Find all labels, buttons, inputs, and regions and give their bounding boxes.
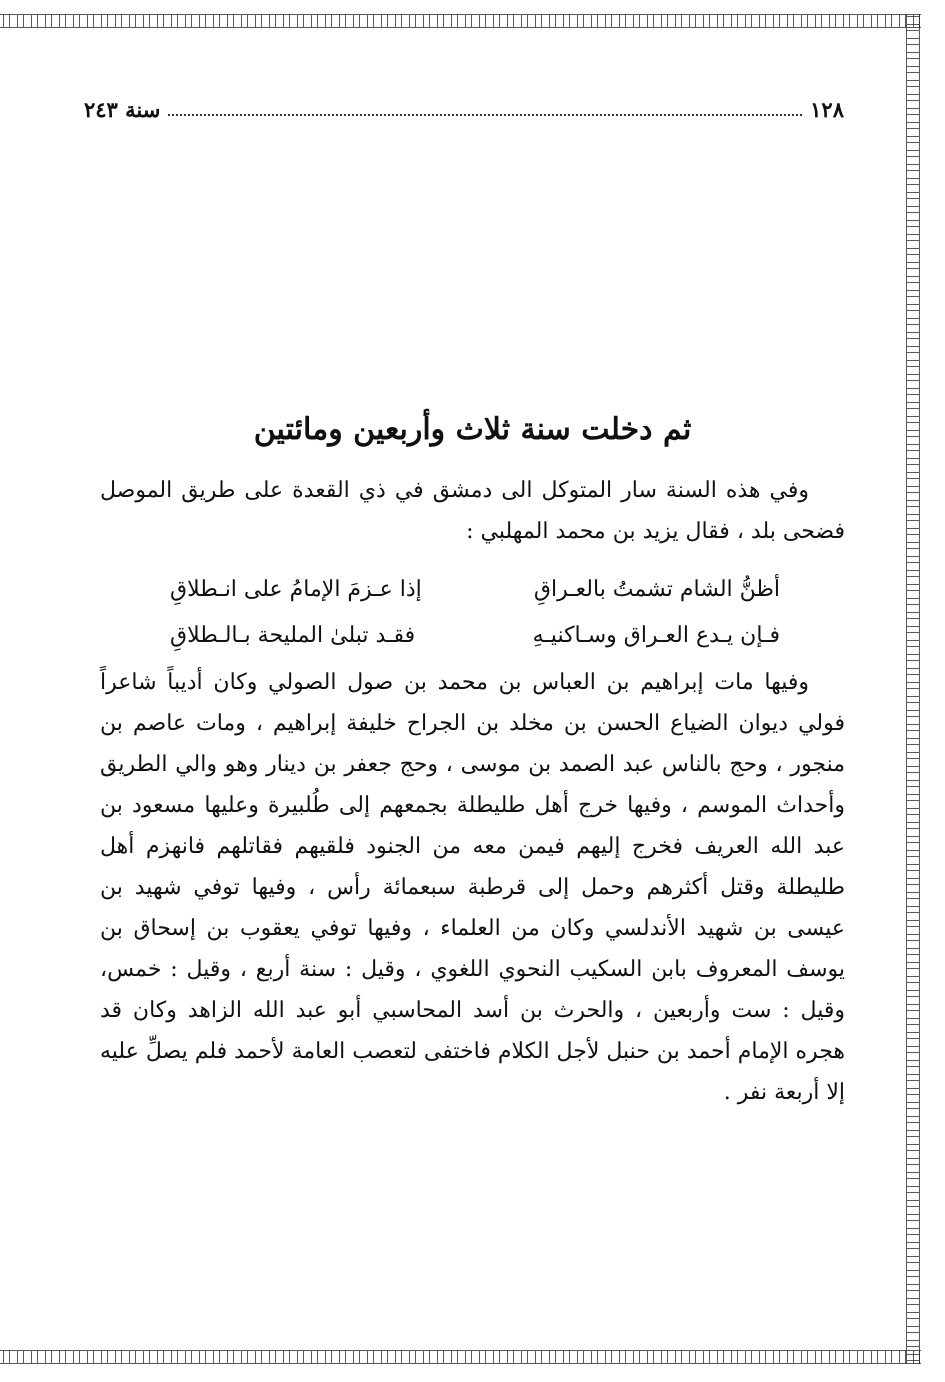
page-border-right (906, 14, 920, 1364)
verse-line (170, 566, 780, 612)
verse-second-hemistich: فقـد تبلىٰ المليحة بـالـطلاقِ (170, 622, 416, 648)
verse-first-hemistich: فـإن يـدع العـراق وسـاكنيـهِ (532, 622, 780, 648)
page-border-bottom (0, 1350, 921, 1364)
intro-paragraph (100, 470, 845, 552)
page-border-top (0, 14, 921, 28)
verse-line (170, 612, 780, 658)
year-label: سنة ٢٤٣ (84, 96, 161, 122)
poem-verses (170, 566, 780, 658)
section-title: ثم دخلت سنة ثلاث وأربعين ومائتين (253, 412, 692, 447)
main-paragraph (100, 662, 845, 1113)
running-header (84, 94, 844, 124)
main-text: وفيها مات إبراهيم بن العباس بن محمد بن صول الصولي وكان أديباً شاعراً فولي ديوان الضياع الحسن بن مخلد بن الجراح خليفة إبراهيم ، ومات عاصم بن منجور ، وحج بالناس عبد الصمد بن موسى ، وحج جعفر بن دينار وهو والي الطريق وأحداث الموسم ، وفيها خرج أهل طليطلة بجمعهم إلى طُلبيرة وعليها مسعود بن عبد الله العريف فخرج إليهم فيمن معه من الجنود فلقيهم فقاتلهم فانهزم أهل طليطلة وقتل أكثرهم وحمل إلى قرطبة سبعمائة رأس ، وفيها توفي شهيد بن عيسى بن شهيد الأندلسي وكان من العلماء ، وفيها توفي يعقوب بن إسحاق بن يوسف المعروف بابن السكيب النحوي اللغوي ، وقيل : سنة أربع ، وقيل : خمس، وقيل : ست وأربعين ، والحرث بن أسد المحاسبي أبو عبد الله الزاهد وكان قد هجره الإمام أحمد بن حنبل لأجل الكلام فاختفى لتعصب العامة لأحمد فلم يصلِّ عليه إلا أربعة نفر . (100, 670, 845, 1105)
verse-first-hemistich: أظنُّ الشام تشمتُ بالعـراقِ (533, 576, 780, 602)
verse-second-hemistich: إذا عـزمَ الإمامُ على انـطلاقِ (170, 576, 422, 602)
intro-text: وفي هذه السنة سار المتوكل الى دمشق في ذي القعدة على طريق الموصل فضحى بلد ، فقال يزيد بن محمد المهلبي : (100, 478, 845, 544)
page-number: ١٢٨ (810, 96, 844, 122)
header-dot-leader (168, 114, 802, 116)
